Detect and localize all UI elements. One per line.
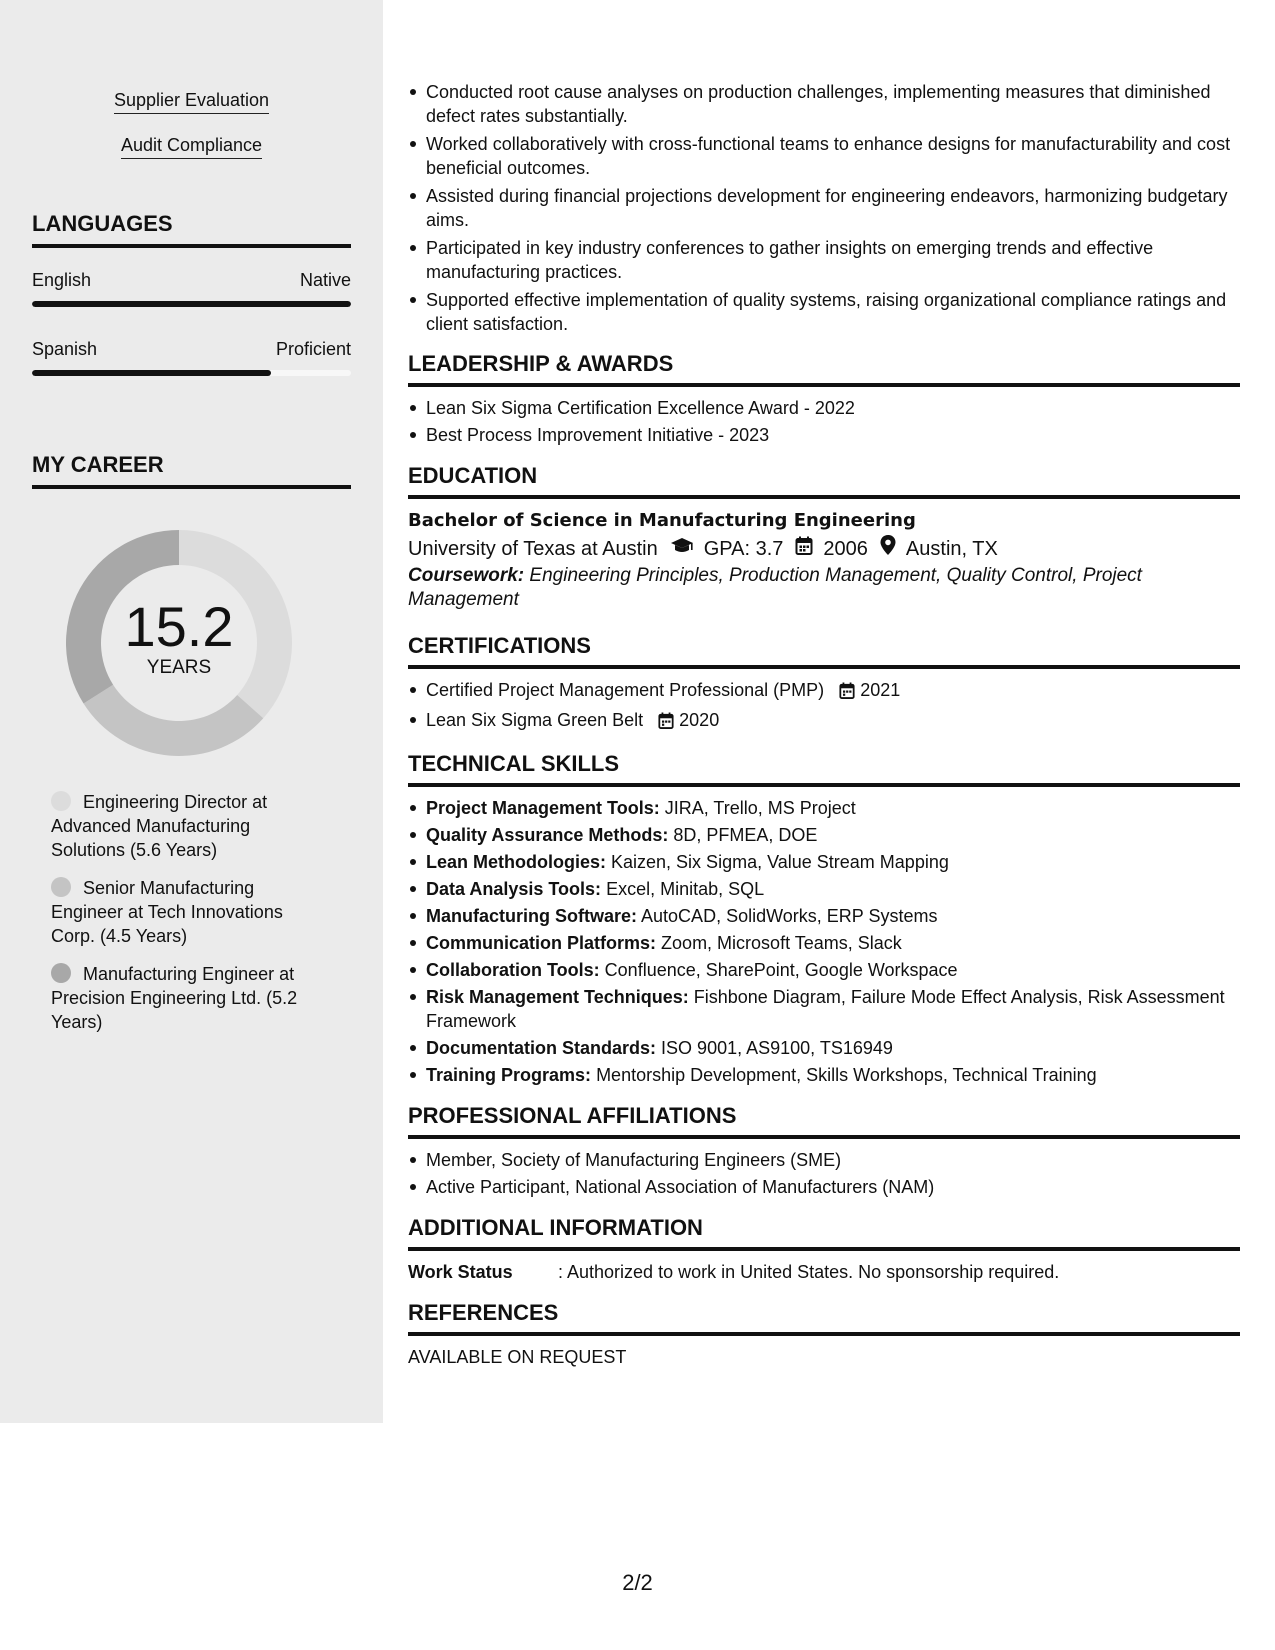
references-text: AVAILABLE ON REQUEST: [408, 1347, 627, 1367]
skill-label: Project Management Tools:: [426, 798, 660, 818]
legend-dot: [51, 963, 71, 983]
affiliations-heading: PROFESSIONAL AFFILIATIONS: [408, 1102, 1240, 1139]
language-level: Native: [299, 270, 351, 290]
skill-label: Data Analysis Tools:: [426, 879, 602, 899]
skill-value: Fishbone Diagram, Failure Mode Effect Analysis, Risk Assessment Framework: [426, 987, 1225, 1031]
skill-supplier-evaluation: Supplier Evaluation: [114, 88, 269, 114]
skill-value: Excel, Minitab, SQL: [606, 879, 765, 899]
skill-value: Confluence, SharePoint, Google Workspace: [604, 960, 958, 980]
references-heading: REFERENCES: [408, 1299, 1240, 1336]
skill-value: Mentorship Development, Skills Workshops, Technical Training: [596, 1065, 1097, 1085]
additional-info-heading: ADDITIONAL INFORMATION: [408, 1214, 1240, 1251]
certification-year: 2020: [679, 710, 720, 730]
affiliation-item: Active Participant, National Association of Manufacturers (NAM): [408, 1175, 1240, 1199]
calendar-icon: [658, 711, 674, 735]
experience-bullet: Supported effective implementation of quality systems, raising organizational compliance ratings and client satisfaction.: [408, 288, 1240, 336]
technical-skills-heading: TECHNICAL SKILLS: [408, 750, 1240, 787]
language-bar-fill: [32, 301, 351, 307]
skill-item: [408, 931, 1240, 955]
skill-item: [408, 823, 1240, 847]
skill-value: AutoCAD, SolidWorks, ERP Systems: [641, 906, 938, 926]
education-year: 2006: [823, 538, 868, 560]
legend-dot: [51, 877, 71, 897]
certification-name: Certified Project Management Professional (PMP): [426, 680, 825, 700]
career-total-unit: YEARS: [146, 657, 212, 678]
career-item-text: Manufacturing Engineer at Precision Engineering Ltd. (5.2 Years): [51, 964, 298, 1032]
skill-item: [408, 904, 1240, 928]
skill-item: [408, 796, 1240, 820]
skill-label: Risk Management Techniques:: [426, 987, 689, 1007]
skill-item: [408, 958, 1240, 982]
career-total-years: 15.2: [124, 595, 234, 658]
leadership-heading: LEADERSHIP & AWARDS: [408, 350, 1240, 387]
certification-item: [408, 708, 1240, 735]
work-status-row: [408, 1260, 1240, 1284]
skill-item: [408, 850, 1240, 874]
main-content: [408, 0, 1240, 1369]
skill-label: Manufacturing Software:: [426, 906, 638, 926]
career-item: [51, 790, 321, 862]
language-name: English: [32, 270, 92, 290]
donut-center: [66, 530, 292, 756]
career-item-text: Engineering Director at Advanced Manufacturing Solutions (5.6 Years): [51, 792, 268, 860]
skill-item: [408, 1036, 1240, 1060]
work-status-label: Work Status: [408, 1262, 513, 1282]
career-legend: [51, 790, 321, 1048]
skill-label: Quality Assurance Methods:: [426, 825, 669, 845]
languages-heading: LANGUAGES: [32, 210, 351, 248]
skill-item: [408, 1063, 1240, 1087]
skill-label: Communication Platforms:: [426, 933, 657, 953]
education-location: Austin, TX: [905, 538, 998, 560]
certification-item: [408, 678, 1240, 705]
certification-year: 2021: [860, 680, 901, 700]
location-pin-icon: [880, 534, 896, 564]
calendar-icon: [795, 534, 813, 564]
skill-value: Kaizen, Six Sigma, Value Stream Mapping: [611, 852, 949, 872]
skill-value: Zoom, Microsoft Teams, Slack: [661, 933, 902, 953]
legend-dot: [51, 791, 71, 811]
language-bar-spanish: [32, 370, 351, 376]
certification-name: Lean Six Sigma Green Belt: [426, 710, 644, 730]
experience-bullet: Conducted root cause analyses on production challenges, implementing measures that diminished defect rates substantially.: [408, 80, 1240, 128]
language-row-english: [32, 268, 351, 292]
certifications-heading: CERTIFICATIONS: [408, 632, 1240, 669]
career-heading: MY CAREER: [32, 451, 351, 489]
skill-value: ISO 9001, AS9100, TS16949: [661, 1038, 893, 1058]
coursework-text: Engineering Principles, Production Management, Quality Control, Project Management: [408, 565, 1142, 610]
affiliation-item: Member, Society of Manufacturing Engineers (SME): [408, 1148, 1240, 1172]
career-item: [51, 962, 321, 1034]
skill-value: JIRA, Trello, MS Project: [664, 798, 856, 818]
affiliations-list: [408, 1148, 1240, 1199]
education-heading: EDUCATION: [408, 462, 1240, 499]
experience-bullet: Participated in key industry conferences to gather insights on emerging trends and effective manufacturing practices.: [408, 236, 1240, 284]
career-item: [51, 876, 321, 948]
technical-skills-list: [408, 796, 1240, 1087]
education-details: [408, 534, 1240, 564]
skill-label: Training Programs:: [426, 1065, 592, 1085]
education-school: University of Texas at Austin: [408, 538, 658, 560]
certifications-list: [408, 678, 1240, 735]
graduation-cap-icon: [670, 534, 694, 564]
education-coursework: [408, 564, 1240, 612]
language-level: Proficient: [275, 339, 351, 359]
page-number: 2/2: [622, 1570, 653, 1595]
education-gpa: GPA: 3.7: [703, 538, 784, 560]
experience-bullet: Assisted during financial projections development for engineering endeavors, harmonizing budgetary aims.: [408, 184, 1240, 232]
language-bar-fill: [32, 370, 271, 376]
skill-item: [408, 877, 1240, 901]
education-degree: Bachelor of Science in Manufacturing Engineering: [408, 510, 916, 531]
work-status-value: : Authorized to work in United States. No sponsorship required.: [558, 1262, 1060, 1282]
skill-audit-compliance: Audit Compliance: [121, 133, 262, 159]
award-item: Best Process Improvement Initiative - 2023: [408, 423, 1240, 447]
skill-label: Documentation Standards:: [426, 1038, 657, 1058]
coursework-label: Coursework:: [408, 565, 525, 586]
skill-label: Lean Methodologies:: [426, 852, 606, 872]
leadership-list: [408, 396, 1240, 447]
skill-item: [408, 985, 1240, 1033]
skill-value: 8D, PFMEA, DOE: [673, 825, 818, 845]
career-item-text: Senior Manufacturing Engineer at Tech Innovations Corp. (4.5 Years): [51, 878, 283, 946]
calendar-icon: [839, 681, 855, 705]
skill-label: Collaboration Tools:: [426, 960, 600, 980]
language-name: Spanish: [32, 339, 98, 359]
language-row-spanish: [32, 337, 351, 361]
experience-bullets: [408, 80, 1240, 336]
award-item: Lean Six Sigma Certification Excellence Award - 2022: [408, 396, 1240, 420]
language-bar-english: [32, 301, 351, 307]
experience-bullet: Worked collaboratively with cross-functional teams to enhance designs for manufacturability and cost beneficial outcomes.: [408, 132, 1240, 180]
career-donut-chart: [66, 530, 292, 756]
